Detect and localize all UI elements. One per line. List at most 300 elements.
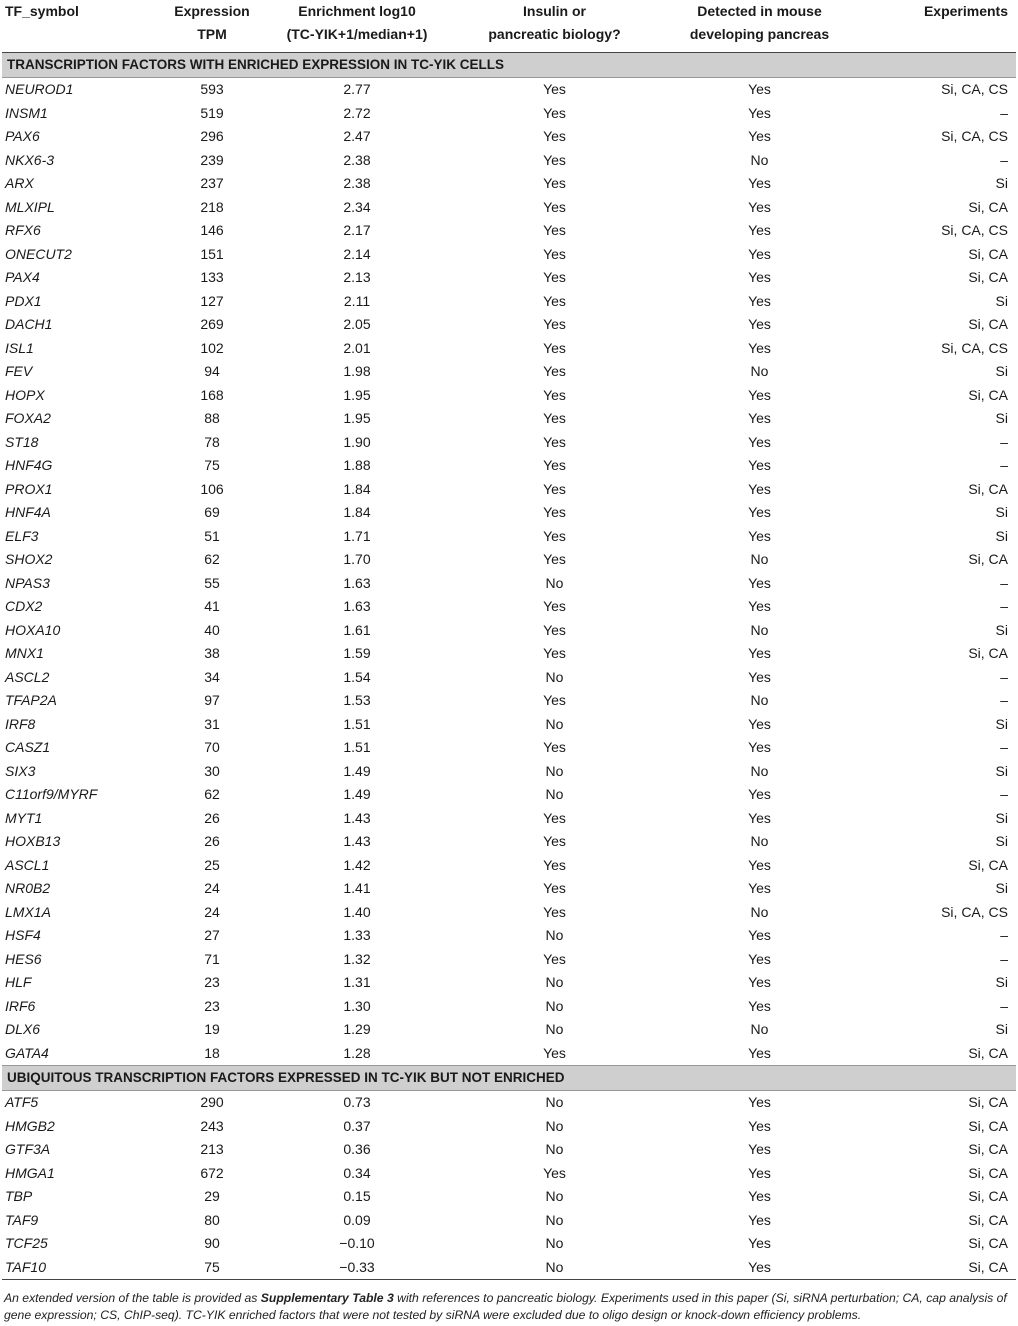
cell-insulin: No xyxy=(545,715,564,732)
table-row xyxy=(2,971,1016,995)
cell-tpm: 41 xyxy=(204,598,220,615)
cell-tpm: 213 xyxy=(200,1141,224,1158)
table-row xyxy=(2,172,1016,196)
cell-tpm: 168 xyxy=(200,386,224,403)
cell-insulin: Yes xyxy=(543,809,566,826)
cell-mouse: Yes xyxy=(748,856,771,873)
cell-tpm: 55 xyxy=(204,574,220,591)
cell-symbol: MNX1 xyxy=(5,645,44,662)
cell-insulin: No xyxy=(545,668,564,685)
cell-experiments: Si, CA, CS xyxy=(941,903,1008,920)
cell-experiments: Si, CA xyxy=(968,198,1008,215)
cell-enrichment: 2.14 xyxy=(343,245,371,262)
cell-mouse: No xyxy=(750,692,769,709)
cell-insulin: Yes xyxy=(543,151,566,168)
cell-mouse: Yes xyxy=(748,715,771,732)
cell-insulin: Yes xyxy=(543,410,566,427)
table-row xyxy=(2,289,1016,313)
cell-symbol: ATF5 xyxy=(5,1094,39,1111)
cell-tpm: 23 xyxy=(204,974,220,991)
cell-enrichment: 2.34 xyxy=(343,198,371,215)
cell-mouse: No xyxy=(750,151,769,168)
cell-experiments: Si, CA xyxy=(968,1164,1008,1181)
cell-enrichment: 1.59 xyxy=(343,645,371,662)
cell-experiments: Si, CA xyxy=(968,386,1008,403)
cell-enrichment: 1.53 xyxy=(343,692,371,709)
cell-experiments: Si xyxy=(995,175,1008,192)
cell-symbol: HES6 xyxy=(5,950,42,967)
cell-enrichment: 2.77 xyxy=(343,81,371,98)
cell-symbol: NEUROD1 xyxy=(5,81,74,98)
cell-enrichment: 1.63 xyxy=(343,598,371,615)
table-row xyxy=(2,924,1016,948)
cell-symbol: ARX xyxy=(5,175,34,192)
cell-enrichment: 1.33 xyxy=(343,927,371,944)
cell-experiments: – xyxy=(1000,997,1008,1014)
table-row xyxy=(2,383,1016,407)
cell-mouse: Yes xyxy=(748,645,771,662)
cell-tpm: 26 xyxy=(204,809,220,826)
cell-tpm: 62 xyxy=(204,551,220,568)
cell-mouse: Yes xyxy=(748,739,771,756)
cell-enrichment: 1.95 xyxy=(343,410,371,427)
cell-enrichment: 0.36 xyxy=(343,1141,371,1158)
cell-tpm: 243 xyxy=(200,1117,224,1134)
cell-symbol: ASCL2 xyxy=(5,668,50,685)
cell-experiments: Si, CA xyxy=(852,1041,1016,1065)
cell-enrichment: 1.84 xyxy=(343,504,371,521)
table-row xyxy=(2,454,1016,478)
cell-enrichment: 1.51 xyxy=(343,715,371,732)
cell-tpm: 34 xyxy=(204,668,220,685)
cell-enrichment: 1.70 xyxy=(343,551,371,568)
cell-enrichment: 1.98 xyxy=(343,363,371,380)
cell-insulin: Yes xyxy=(543,903,566,920)
cell-tpm: 51 xyxy=(204,527,220,544)
cell-symbol: IRF8 xyxy=(5,715,36,732)
table-row xyxy=(2,783,1016,807)
cell-mouse: Yes xyxy=(748,1094,771,1111)
cell-symbol: ISL1 xyxy=(5,339,34,356)
cell-experiments: – xyxy=(1000,950,1008,967)
cell-experiments: Si xyxy=(995,1021,1008,1038)
cell-symbol: TBP xyxy=(5,1188,33,1205)
cell-experiments: Si, CA xyxy=(968,856,1008,873)
cell-tpm: 70 xyxy=(204,739,220,756)
cell-experiments: Si, CA xyxy=(968,1094,1008,1111)
cell-tpm: 290 xyxy=(200,1094,224,1111)
cell-insulin: Yes xyxy=(543,292,566,309)
table-header xyxy=(2,0,1016,52)
cell-experiments: Si, CA xyxy=(968,645,1008,662)
table-row xyxy=(2,242,1016,266)
cell-tpm: 133 xyxy=(200,269,224,286)
table-row xyxy=(2,571,1016,595)
cell-insulin: Yes xyxy=(543,316,566,333)
cell-insulin: Yes xyxy=(543,175,566,192)
cell-experiments: Si xyxy=(995,410,1008,427)
cell-symbol: ELF3 xyxy=(5,527,39,544)
cell-tpm: 97 xyxy=(204,692,220,709)
cell-insulin: Yes xyxy=(543,222,566,239)
cell-tpm: 38 xyxy=(204,645,220,662)
table-row xyxy=(2,501,1016,525)
cell-tpm: 71 xyxy=(204,950,220,967)
cell-tpm: 127 xyxy=(200,292,224,309)
cell-mouse: Yes xyxy=(748,504,771,521)
cell-insulin: No xyxy=(545,1211,564,1228)
cell-insulin: Yes xyxy=(543,739,566,756)
cell-enrichment: 1.32 xyxy=(343,950,371,967)
cell-tpm: 296 xyxy=(200,128,224,145)
cell-insulin: No xyxy=(545,1188,564,1205)
cell-mouse: Yes xyxy=(748,527,771,544)
table-row xyxy=(2,77,1016,101)
cell-mouse: Yes xyxy=(748,198,771,215)
cell-mouse: No xyxy=(750,621,769,638)
cell-tpm: 75 xyxy=(204,457,220,474)
cell-experiments: – xyxy=(1000,927,1008,944)
cell-experiments: Si xyxy=(995,880,1008,897)
cell-experiments: – xyxy=(1000,739,1008,756)
cell-experiments: Si, CA xyxy=(968,1235,1008,1252)
cell-experiments: – xyxy=(1000,668,1008,685)
cell-mouse: Yes xyxy=(748,433,771,450)
cell-enrichment: 1.41 xyxy=(343,880,371,897)
cell-mouse: Yes xyxy=(748,974,771,991)
cell-tpm: 102 xyxy=(200,339,224,356)
cell-symbol: NR0B2 xyxy=(5,880,51,897)
cell-mouse: Yes xyxy=(748,880,771,897)
cell-enrichment: 2.17 xyxy=(343,222,371,239)
cell-experiments: Si, CA, CS xyxy=(941,128,1008,145)
table-row xyxy=(2,266,1016,290)
cell-symbol: MYT1 xyxy=(5,809,43,826)
cell-symbol: HMGB2 xyxy=(5,1117,55,1134)
table-row xyxy=(2,1232,1016,1256)
cell-insulin: Yes xyxy=(543,104,566,121)
table-row xyxy=(2,148,1016,172)
cell-tpm: 40 xyxy=(204,621,220,638)
cell-mouse: Yes xyxy=(748,950,771,967)
cell-symbol: HMGA1 xyxy=(5,1164,55,1181)
cell-insulin: Yes xyxy=(543,480,566,497)
cell-experiments: – xyxy=(1000,786,1008,803)
cell-experiments: Si, CA xyxy=(968,1188,1008,1205)
cell-experiments: Si, CA xyxy=(968,269,1008,286)
table-row xyxy=(2,336,1016,360)
cell-symbol: CDX2 xyxy=(5,598,43,615)
cell-symbol: SIX3 xyxy=(5,762,36,779)
table-row xyxy=(2,947,1016,971)
cell-enrichment: 1.49 xyxy=(343,786,371,803)
cell-tpm: 19 xyxy=(204,1021,220,1038)
cell-mouse: No xyxy=(750,551,769,568)
cell-symbol: HOXB13 xyxy=(5,833,61,850)
cell-enrichment: 1.54 xyxy=(343,668,371,685)
table-row xyxy=(2,618,1016,642)
table-row xyxy=(2,360,1016,384)
cell-symbol: INSM1 xyxy=(5,104,48,121)
cell-experiments: Si, CA xyxy=(968,316,1008,333)
header-enrichment: Enrichment log10 (TC-YIK+1/median+1) xyxy=(286,3,428,42)
cell-tpm: 30 xyxy=(204,762,220,779)
cell-enrichment: 1.71 xyxy=(343,527,371,544)
cell-symbol: DLX6 xyxy=(5,1021,41,1038)
table-row xyxy=(2,665,1016,689)
cell-mouse: Yes xyxy=(748,104,771,121)
table-row xyxy=(2,1090,1016,1114)
cell-symbol: HNF4G xyxy=(5,457,53,474)
cell-mouse: Yes xyxy=(748,1211,771,1228)
cell-experiments: Si, CA xyxy=(852,1255,1016,1279)
table-row xyxy=(2,689,1016,713)
cell-symbol: CASZ1 xyxy=(5,739,51,756)
header-tpm: Expression TPM xyxy=(174,3,250,42)
cell-enrichment: 1.30 xyxy=(343,997,371,1014)
cell-experiments: – xyxy=(1000,598,1008,615)
cell-experiments: Si xyxy=(995,363,1008,380)
cell-enrichment: 1.40 xyxy=(343,903,371,920)
cell-symbol: HNF4A xyxy=(5,504,51,521)
cell-mouse: Yes xyxy=(748,128,771,145)
cell-insulin: Yes xyxy=(543,433,566,450)
cell-mouse: Yes xyxy=(748,222,771,239)
cell-insulin: Yes xyxy=(543,833,566,850)
section-header xyxy=(2,1065,1016,1090)
cell-tpm: 29 xyxy=(204,1188,220,1205)
table-row xyxy=(2,407,1016,431)
cell-insulin: Yes xyxy=(543,880,566,897)
cell-tpm: 75 xyxy=(152,1255,272,1279)
cell-symbol: ST18 xyxy=(5,433,39,450)
cell-enrichment: 2.38 xyxy=(343,151,371,168)
cell-enrichment: 1.84 xyxy=(343,480,371,497)
cell-enrichment: 1.31 xyxy=(343,974,371,991)
cell-experiments: Si xyxy=(995,809,1008,826)
table-row xyxy=(2,219,1016,243)
cell-mouse: Yes xyxy=(748,997,771,1014)
cell-mouse: Yes xyxy=(748,175,771,192)
cell-enrichment: 2.38 xyxy=(343,175,371,192)
cell-experiments: Si, CA, CS xyxy=(941,222,1008,239)
section-title: UBIQUITOUS TRANSCRIPTION FACTORS EXPRESSED IN TC-YIK BUT NOT ENRICHED xyxy=(2,1065,1016,1090)
cell-experiments: Si, CA xyxy=(968,1211,1008,1228)
cell-enrichment: 1.51 xyxy=(343,739,371,756)
table-row xyxy=(2,195,1016,219)
cell-enrichment: 1.63 xyxy=(343,574,371,591)
cell-enrichment: −0.10 xyxy=(339,1235,375,1252)
cell-enrichment: 1.42 xyxy=(343,856,371,873)
cell-symbol: HOPX xyxy=(5,386,45,403)
cell-experiments: – xyxy=(1000,433,1008,450)
cell-enrichment: 1.61 xyxy=(343,621,371,638)
cell-experiments: Si xyxy=(995,833,1008,850)
cell-mouse: Yes xyxy=(748,668,771,685)
cell-insulin: No xyxy=(545,974,564,991)
cell-experiments: Si, CA xyxy=(968,1117,1008,1134)
cell-insulin: No xyxy=(442,1255,667,1279)
cell-tpm: 27 xyxy=(204,927,220,944)
cell-insulin: No xyxy=(545,997,564,1014)
cell-symbol: TCF25 xyxy=(5,1235,48,1252)
cell-insulin: No xyxy=(545,786,564,803)
cell-mouse: Yes xyxy=(748,598,771,615)
cell-symbol: NPAS3 xyxy=(5,574,50,591)
cell-experiments: Si xyxy=(995,621,1008,638)
section-header xyxy=(2,52,1016,77)
table-row xyxy=(2,736,1016,760)
cell-insulin: Yes xyxy=(543,339,566,356)
cell-insulin: No xyxy=(545,1117,564,1134)
cell-experiments: Si, CA, CS xyxy=(941,339,1008,356)
cell-experiments: Si xyxy=(995,292,1008,309)
cell-tpm: 18 xyxy=(152,1041,272,1065)
cell-symbol: DACH1 xyxy=(5,316,53,333)
cell-enrichment: 0.15 xyxy=(343,1188,371,1205)
cell-experiments: Si xyxy=(995,715,1008,732)
cell-mouse: Yes xyxy=(748,339,771,356)
tf-table xyxy=(2,0,1016,1280)
cell-symbol: HOXA10 xyxy=(5,621,61,638)
cell-tpm: 24 xyxy=(204,880,220,897)
cell-mouse: Yes xyxy=(748,386,771,403)
cell-insulin: Yes xyxy=(543,363,566,380)
table-footnote: An extended version of the table is provided as Supplementary Table 3 with references to pancreatic biology. Experiments used in this paper (Si, siRNA perturbation; CA, cap analysis of gene expression; CS, ChIP-seq). TC-YIK enriched factors that were not tested by siRNA were excluded due to oligo design or knock-down efficiency problems. xyxy=(4,1291,1007,1322)
cell-insulin: No xyxy=(545,1021,564,1038)
table-row xyxy=(2,1041,1016,1065)
cell-insulin: Yes xyxy=(543,1164,566,1181)
cell-mouse: Yes xyxy=(748,81,771,98)
cell-mouse: No xyxy=(750,903,769,920)
cell-experiments: Si, CA xyxy=(968,480,1008,497)
cell-symbol: HLF xyxy=(5,974,32,991)
cell-enrichment: 0.37 xyxy=(343,1117,371,1134)
cell-mouse: Yes xyxy=(748,574,771,591)
table-row xyxy=(2,1208,1016,1232)
cell-experiments: – xyxy=(1000,151,1008,168)
cell-experiments: Si, CA xyxy=(968,1141,1008,1158)
cell-tpm: 23 xyxy=(204,997,220,1014)
cell-symbol: SHOX2 xyxy=(5,551,53,568)
cell-insulin: No xyxy=(545,762,564,779)
cell-mouse: Yes xyxy=(748,245,771,262)
cell-insulin: Yes xyxy=(543,504,566,521)
cell-symbol: MLXIPL xyxy=(5,198,55,215)
cell-symbol: ASCL1 xyxy=(5,856,50,873)
table-row xyxy=(2,524,1016,548)
cell-symbol: GTF3A xyxy=(5,1141,51,1158)
cell-insulin: No xyxy=(545,1094,564,1111)
cell-symbol: TAF10 xyxy=(2,1255,152,1279)
cell-experiments: Si xyxy=(995,504,1008,521)
cell-tpm: 269 xyxy=(200,316,224,333)
cell-symbol: ONECUT2 xyxy=(5,245,72,262)
table-row xyxy=(2,853,1016,877)
table-row xyxy=(2,994,1016,1018)
cell-insulin: No xyxy=(545,1235,564,1252)
cell-mouse: Yes xyxy=(748,1188,771,1205)
cell-mouse: No xyxy=(750,833,769,850)
cell-tpm: 106 xyxy=(200,480,224,497)
table-row xyxy=(2,900,1016,924)
cell-tpm: 672 xyxy=(200,1164,224,1181)
cell-symbol: LMX1A xyxy=(5,903,51,920)
cell-enrichment: 1.49 xyxy=(343,762,371,779)
cell-symbol: PAX6 xyxy=(5,128,40,145)
cell-enrichment: 0.73 xyxy=(343,1094,371,1111)
cell-insulin: Yes xyxy=(543,386,566,403)
table-row xyxy=(2,830,1016,854)
cell-enrichment: 2.47 xyxy=(343,128,371,145)
cell-mouse: No xyxy=(750,762,769,779)
table-row xyxy=(2,125,1016,149)
cell-insulin: Yes xyxy=(543,621,566,638)
cell-symbol: IRF6 xyxy=(5,997,36,1014)
cell-tpm: 151 xyxy=(200,245,224,262)
cell-symbol: TFAP2A xyxy=(5,692,57,709)
cell-enrichment: 2.01 xyxy=(343,339,371,356)
section-title: TRANSCRIPTION FACTORS WITH ENRICHED EXPRESSION IN TC-YIK CELLS xyxy=(2,52,1016,77)
cell-mouse: Yes xyxy=(748,269,771,286)
cell-mouse: Yes xyxy=(667,1255,852,1279)
cell-experiments: Si xyxy=(995,974,1008,991)
cell-experiments: – xyxy=(1000,574,1008,591)
cell-experiments: Si xyxy=(995,762,1008,779)
cell-enrichment: 2.72 xyxy=(343,104,371,121)
cell-mouse: Yes xyxy=(748,809,771,826)
table-row xyxy=(2,877,1016,901)
cell-insulin: Yes xyxy=(543,128,566,145)
cell-insulin: Yes xyxy=(543,692,566,709)
cell-mouse: Yes xyxy=(748,480,771,497)
cell-symbol: PAX4 xyxy=(5,269,40,286)
cell-symbol: C11orf9/MYRF xyxy=(5,786,98,803)
table-row xyxy=(2,1114,1016,1138)
cell-tpm: 90 xyxy=(204,1235,220,1252)
cell-experiments: – xyxy=(1000,457,1008,474)
cell-enrichment: −0.33 xyxy=(272,1255,442,1279)
cell-enrichment: 1.95 xyxy=(343,386,371,403)
cell-tpm: 94 xyxy=(204,363,220,380)
cell-insulin: Yes xyxy=(543,856,566,873)
table-row xyxy=(2,759,1016,783)
cell-mouse: No xyxy=(750,1021,769,1038)
cell-experiments: – xyxy=(1000,104,1008,121)
cell-tpm: 146 xyxy=(200,222,224,239)
cell-insulin: No xyxy=(545,927,564,944)
header-mouse: Detected in mouse developing pancreas xyxy=(689,3,830,42)
section-ubiquitous xyxy=(2,1065,1016,1279)
cell-tpm: 24 xyxy=(204,903,220,920)
cell-insulin: Yes xyxy=(543,269,566,286)
cell-experiments: Si xyxy=(995,527,1008,544)
cell-tpm: 26 xyxy=(204,833,220,850)
cell-mouse: Yes xyxy=(748,410,771,427)
cell-insulin: Yes xyxy=(543,950,566,967)
cell-enrichment: 0.09 xyxy=(343,1211,371,1228)
cell-insulin: Yes xyxy=(543,527,566,544)
cell-insulin: Yes xyxy=(543,645,566,662)
table-row xyxy=(2,806,1016,830)
header-experiments: Experiments xyxy=(923,3,1008,19)
cell-symbol: GATA4 xyxy=(2,1041,152,1065)
cell-experiments: Si, CA, CS xyxy=(941,81,1008,98)
table-row xyxy=(2,1138,1016,1162)
cell-enrichment: 1.29 xyxy=(343,1021,371,1038)
cell-experiments: Si, CA xyxy=(968,245,1008,262)
cell-insulin: Yes xyxy=(543,457,566,474)
